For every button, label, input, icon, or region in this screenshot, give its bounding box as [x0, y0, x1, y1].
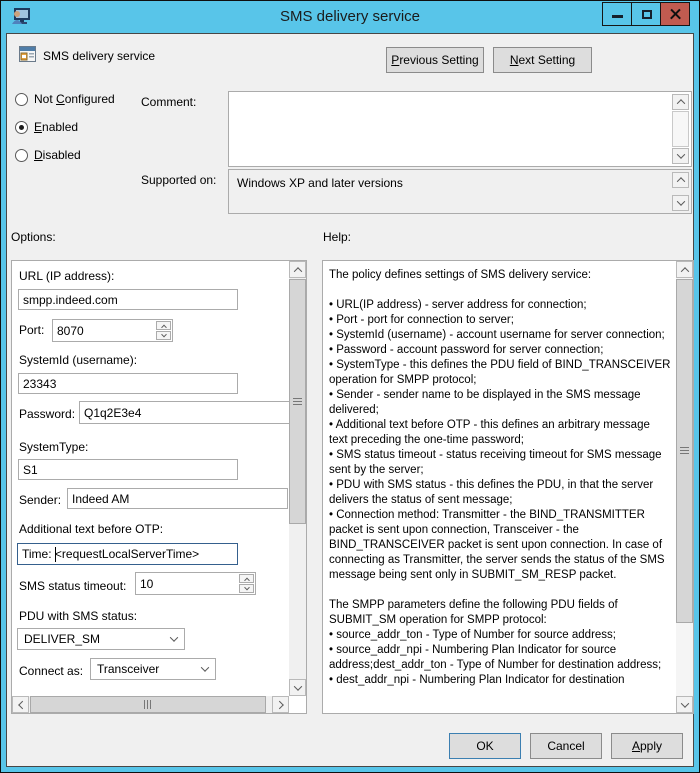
sms-timeout-label: SMS status timeout:	[19, 579, 127, 593]
port-input[interactable]	[52, 319, 173, 342]
pdu-status-label: PDU with SMS status:	[19, 609, 138, 623]
spin-down-button[interactable]	[156, 331, 171, 340]
minimize-button[interactable]	[602, 2, 632, 26]
next-setting-button[interactable]: N ext Setting	[493, 47, 592, 73]
scroll-up-button[interactable]	[672, 94, 689, 110]
scroll-down-button[interactable]	[676, 696, 693, 713]
help-vertical-scrollbar[interactable]	[676, 261, 693, 713]
chevron-right-icon	[275, 700, 283, 708]
chevron-down-icon	[170, 633, 178, 641]
titlebar[interactable]	[1, 1, 699, 33]
chevron-left-icon	[18, 700, 26, 708]
options-vertical-scrollbar[interactable]	[289, 261, 306, 696]
radio-circle[interactable]	[15, 121, 28, 134]
radio-label: Enabled	[34, 120, 79, 134]
connect-as-select[interactable]	[90, 658, 216, 680]
radio-not-configured[interactable]	[15, 91, 115, 107]
url-input[interactable]	[18, 289, 238, 310]
close-button[interactable]	[660, 2, 690, 26]
otp-text-label: Additional text before OTP:	[19, 522, 164, 536]
spin-up-button[interactable]	[156, 321, 171, 330]
supported-on-label: Supported on:	[141, 173, 217, 187]
systemid-input[interactable]	[18, 373, 238, 394]
radio-label: Disabled	[34, 148, 81, 162]
comment-scrollbar[interactable]	[672, 94, 689, 164]
sms-timeout-spinner[interactable]	[239, 574, 254, 593]
comment-label: Comment:	[141, 95, 197, 109]
chevron-down-icon	[244, 584, 250, 590]
scroll-thumb[interactable]	[676, 279, 693, 623]
connect-as-value: Transceiver	[97, 662, 160, 676]
systemid-label: SystemId (username):	[19, 353, 138, 367]
scroll-thumb[interactable]	[30, 696, 266, 713]
pdu-status-select[interactable]	[17, 628, 185, 650]
scroll-thumb[interactable]	[289, 279, 306, 524]
chevron-down-icon	[293, 682, 301, 690]
chevron-down-icon	[676, 150, 684, 158]
password-input[interactable]	[79, 401, 293, 424]
connect-as-label: Connect as:	[19, 664, 84, 678]
apply-button[interactable]: A pply	[611, 733, 683, 759]
help-text: The policy defines settings of SMS delivery service: • URL(IP address) - server address for connection; • Port - port for connection to server; • SystemId (username) - account username for server connection; • Password - account password for server connection; • SystemType - this defines the PDU field of BIND_TRANSCEIVER operation for SMPP protocol; • Sender - sender name to be displayed in the SMS message delivered; • Additional text before OTP - this defines an arbitrary message text preceding the one-time password; • SMS status timeout - status receiving timeout for SMS message sent by the server; • PDU with SMS status - this defines the PDU, in that the server delivers the status of sent message; • Connection method: Transmitter - the BIND_TRANSMITTER packet is sent upon connection, Transceiver - the BIND_TRANSCEIVER packet is sent upon connection. In case of connecting as Transmitter, the server sends the status of the SMS message being sent only in SUBMIT_SM_RESP packet. The SMPP parameters define the following PDU fields of SUBMIT_SM operation for SMPP protocol: • source_addr_ton - Type of Number for source address; • source_addr_npi - Numbering Plan Indicator for source address;dest_addr_ton - Type of Number for destination address; • dest_addr_npi - Numbering Plan Indicator for destination	[329, 269, 671, 686]
chevron-up-icon	[676, 99, 684, 107]
sender-label: Sender:	[19, 493, 62, 507]
pdu-status-value: DELIVER_SM	[24, 632, 101, 646]
comment-textarea[interactable]	[228, 91, 692, 167]
supported-on-box	[228, 169, 692, 214]
chevron-down-icon	[680, 699, 688, 707]
supported-on-scrollbar[interactable]	[672, 172, 689, 211]
help-label: Help:	[323, 230, 352, 244]
radio-circle[interactable]	[15, 93, 28, 106]
otp-text-input[interactable]	[17, 543, 238, 565]
dialog-body	[6, 33, 694, 767]
options-panel	[11, 260, 307, 714]
maximize-icon	[642, 10, 652, 19]
chevron-up-icon	[161, 324, 167, 330]
spin-down-button[interactable]	[239, 584, 254, 593]
url-label: URL (IP address):	[19, 269, 115, 283]
systemtype-label: SystemType:	[19, 440, 89, 454]
chevron-down-icon	[676, 197, 684, 205]
scroll-up-button[interactable]	[289, 261, 306, 278]
scroll-down-button[interactable]	[289, 679, 306, 696]
scroll-down-button[interactable]	[672, 148, 689, 164]
scroll-down-button[interactable]	[672, 195, 689, 211]
text-caret	[55, 547, 56, 562]
maximize-button[interactable]	[631, 2, 661, 26]
minimize-icon	[612, 15, 623, 18]
radio-enabled[interactable]	[15, 119, 78, 135]
policy-title: SMS delivery service	[43, 49, 156, 63]
options-label: Options:	[11, 230, 56, 244]
chevron-down-icon	[201, 663, 209, 671]
systemtype-input[interactable]	[18, 459, 238, 480]
port-spinner[interactable]	[156, 321, 171, 340]
options-horizontal-scrollbar[interactable]	[12, 696, 289, 713]
window-title: SMS delivery service	[279, 8, 421, 25]
thumb-grip	[680, 447, 689, 455]
thumb-grip	[144, 700, 153, 709]
previous-setting-button[interactable]: P revious Setting	[386, 47, 484, 73]
sender-input[interactable]	[67, 488, 288, 509]
radio-label: Not Configured	[34, 92, 115, 106]
ok-button[interactable]: OK	[449, 733, 521, 759]
policy-setting-icon	[19, 46, 36, 62]
spin-up-button[interactable]	[239, 574, 254, 583]
supported-on-value: Windows XP and later versions	[237, 176, 403, 190]
thumb-grip	[293, 398, 302, 406]
radio-circle[interactable]	[15, 149, 28, 162]
chevron-up-icon	[293, 267, 301, 275]
scroll-left-button[interactable]	[12, 696, 29, 713]
chevron-up-icon	[680, 267, 688, 275]
scroll-up-button[interactable]	[676, 261, 693, 278]
chevron-up-icon	[244, 577, 250, 583]
cancel-button[interactable]: Cancel	[530, 733, 602, 759]
password-label: Password:	[19, 407, 76, 421]
scroll-thumb[interactable]	[672, 111, 689, 147]
chevron-down-icon	[161, 331, 167, 337]
chevron-up-icon	[676, 177, 684, 185]
port-label: Port:	[19, 323, 45, 337]
radio-disabled[interactable]	[15, 147, 81, 163]
sms-timeout-input[interactable]	[135, 572, 256, 595]
scroll-right-button[interactable]	[272, 696, 289, 713]
scroll-up-button[interactable]	[672, 172, 689, 188]
help-panel	[322, 260, 694, 714]
